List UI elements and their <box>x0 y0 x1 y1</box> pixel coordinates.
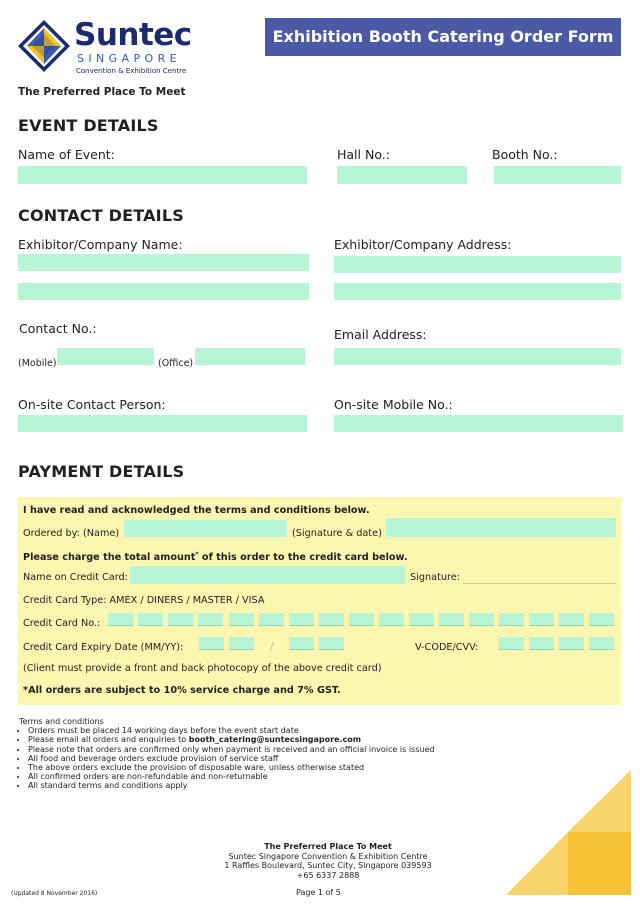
company-address-input-2[interactable] <box>334 283 621 300</box>
form-title: Exhibition Booth Catering Order Form <box>265 18 621 56</box>
service-note: *All orders are subject to 10% service charge and 7% GST. <box>23 685 341 696</box>
cvv-digit-3[interactable] <box>559 637 584 650</box>
event-name-label: Name of Event: <box>18 147 115 162</box>
updated-date: (Updated 8 November 2016) <box>11 890 98 897</box>
email-prefix: Please email all orders and enquiries to <box>28 735 189 745</box>
cvv-label: V-CODE/CVV: <box>415 642 479 653</box>
card-type-text: Credit Card Type: AMEX / DINERS / MASTER / VISA <box>23 595 265 606</box>
terms-item: • Orders must be placed 14 working days before the event start date <box>28 726 434 735</box>
terms-section <box>19 717 434 791</box>
suntec-logo-icon <box>17 19 71 73</box>
decorative-triangles <box>504 768 634 898</box>
hall-label: Hall No.: <box>337 147 390 162</box>
card-digit-9[interactable] <box>349 613 374 626</box>
expiry-m2[interactable] <box>229 637 254 650</box>
terms-item: • Please note that orders are confirmed only when payment is received and an official invoice is issued <box>28 745 434 754</box>
mobile-input[interactable] <box>57 348 154 365</box>
email-label: Email Address: <box>334 327 427 342</box>
slogan: The Preferred Place To Meet <box>18 86 186 98</box>
ordered-by-input[interactable] <box>124 520 287 537</box>
card-digit-13[interactable] <box>469 613 494 626</box>
company-name-label: Exhibitor/Company Name: <box>18 237 183 252</box>
onsite-mobile-input[interactable] <box>334 415 623 432</box>
onsite-mobile-label: On-site Mobile No.: <box>334 397 453 412</box>
card-digit-6[interactable] <box>259 613 284 626</box>
cvv-digit-1[interactable] <box>499 637 524 650</box>
company-name-input-2[interactable] <box>18 283 309 300</box>
terms-item: • All standard terms and conditions apply <box>28 781 434 790</box>
card-digit-11[interactable] <box>409 613 434 626</box>
terms-item: • All confirmed orders are non-refundable and non-returnable <box>28 772 434 781</box>
logo <box>17 17 192 79</box>
photocopy-note: (Client must provide a front and back photocopy of the above credit card) <box>23 663 382 674</box>
onsite-person-label: On-site Contact Person: <box>18 397 166 412</box>
ack-text: I have read and acknowledged the terms and conditions below. <box>23 505 370 516</box>
charge-text-b: of this order to the credit card below. <box>198 552 408 564</box>
terms-item-email <box>28 735 434 744</box>
card-digit-7[interactable] <box>289 613 314 626</box>
card-digit-15[interactable] <box>529 613 554 626</box>
page-number: Page 1 of 5 <box>296 888 341 897</box>
footer-phone: +65 6337 2888 <box>296 870 360 880</box>
terms-list <box>19 726 434 790</box>
card-digit-8[interactable] <box>319 613 344 626</box>
terms-item: • The above orders exclude the provision of disposable ware, unless otherwise stated <box>28 763 434 772</box>
card-no-label: Credit Card No.: <box>23 618 101 629</box>
cvv-digit-4[interactable] <box>589 637 614 650</box>
signature-line[interactable] <box>463 583 616 584</box>
contact-heading: CONTACT DETAILS <box>18 206 184 225</box>
terms-item: • All food and beverage orders exclude provision of service staff <box>28 754 434 763</box>
card-digit-16[interactable] <box>559 613 584 626</box>
card-digit-2[interactable] <box>138 613 163 626</box>
payment-heading: PAYMENT DETAILS <box>18 462 185 481</box>
booth-label: Booth No.: <box>492 147 558 162</box>
company-name-input-1[interactable] <box>18 254 309 271</box>
expiry-separator: / <box>270 640 274 653</box>
footer-title: The Preferred Place To Meet <box>264 842 392 851</box>
footer-address: 1 Raffles Boulevard, Suntec City, Singapore 039593 <box>224 861 432 870</box>
card-digit-12[interactable] <box>439 613 464 626</box>
office-input[interactable] <box>195 348 305 365</box>
ordered-by-label: Ordered by: (Name) <box>23 528 120 539</box>
expiry-m1[interactable] <box>199 637 224 650</box>
charge-text <box>23 551 408 563</box>
brand-tagline: Convention & Exhibition Centre <box>76 67 187 75</box>
card-digit-10[interactable] <box>379 613 404 626</box>
signature-label: Signature: <box>410 572 460 583</box>
contact-no-label: Contact No.: <box>19 321 97 336</box>
card-digit-3[interactable] <box>168 613 193 626</box>
card-digit-14[interactable] <box>499 613 524 626</box>
footer-org: Suntec Singapore Convention & Exhibition Centre <box>228 851 428 861</box>
charge-sup: * <box>195 551 199 558</box>
card-digit-17[interactable] <box>589 613 614 626</box>
event-name-input[interactable] <box>18 166 307 184</box>
hall-input[interactable] <box>337 166 467 184</box>
office-label: (Office) <box>158 358 194 369</box>
mobile-label: (Mobile) <box>18 358 57 369</box>
expiry-y2[interactable] <box>319 637 344 650</box>
company-address-label: Exhibitor/Company Address: <box>334 237 512 252</box>
card-digit-5[interactable] <box>229 613 254 626</box>
company-address-input-1[interactable] <box>334 256 621 273</box>
card-digit-4[interactable] <box>198 613 223 626</box>
expiry-y1[interactable] <box>289 637 314 650</box>
cvv-digit-2[interactable] <box>529 637 554 650</box>
footer <box>198 842 458 880</box>
terms-title: Terms and conditions <box>19 717 104 726</box>
brand-sub: SINGAPORE <box>77 52 181 65</box>
onsite-person-input[interactable] <box>18 415 307 432</box>
name-on-card-input[interactable] <box>130 566 405 584</box>
name-on-card-label: Name on Credit Card: <box>23 572 128 583</box>
event-heading: EVENT DETAILS <box>18 116 159 135</box>
email-input[interactable] <box>334 348 621 365</box>
expiry-label: Credit Card Expiry Date (MM/YY): <box>23 642 184 653</box>
signature-date-input[interactable] <box>386 518 616 537</box>
card-digit-1[interactable] <box>108 613 133 626</box>
brand-name: Suntec <box>74 17 192 53</box>
charge-text-a: Please charge the total amount <box>23 552 196 564</box>
catering-email[interactable]: booth_catering@suntecsingapore.com <box>188 735 362 745</box>
signature-date-label: (Signature & date) <box>292 528 382 539</box>
booth-input[interactable] <box>494 166 621 184</box>
